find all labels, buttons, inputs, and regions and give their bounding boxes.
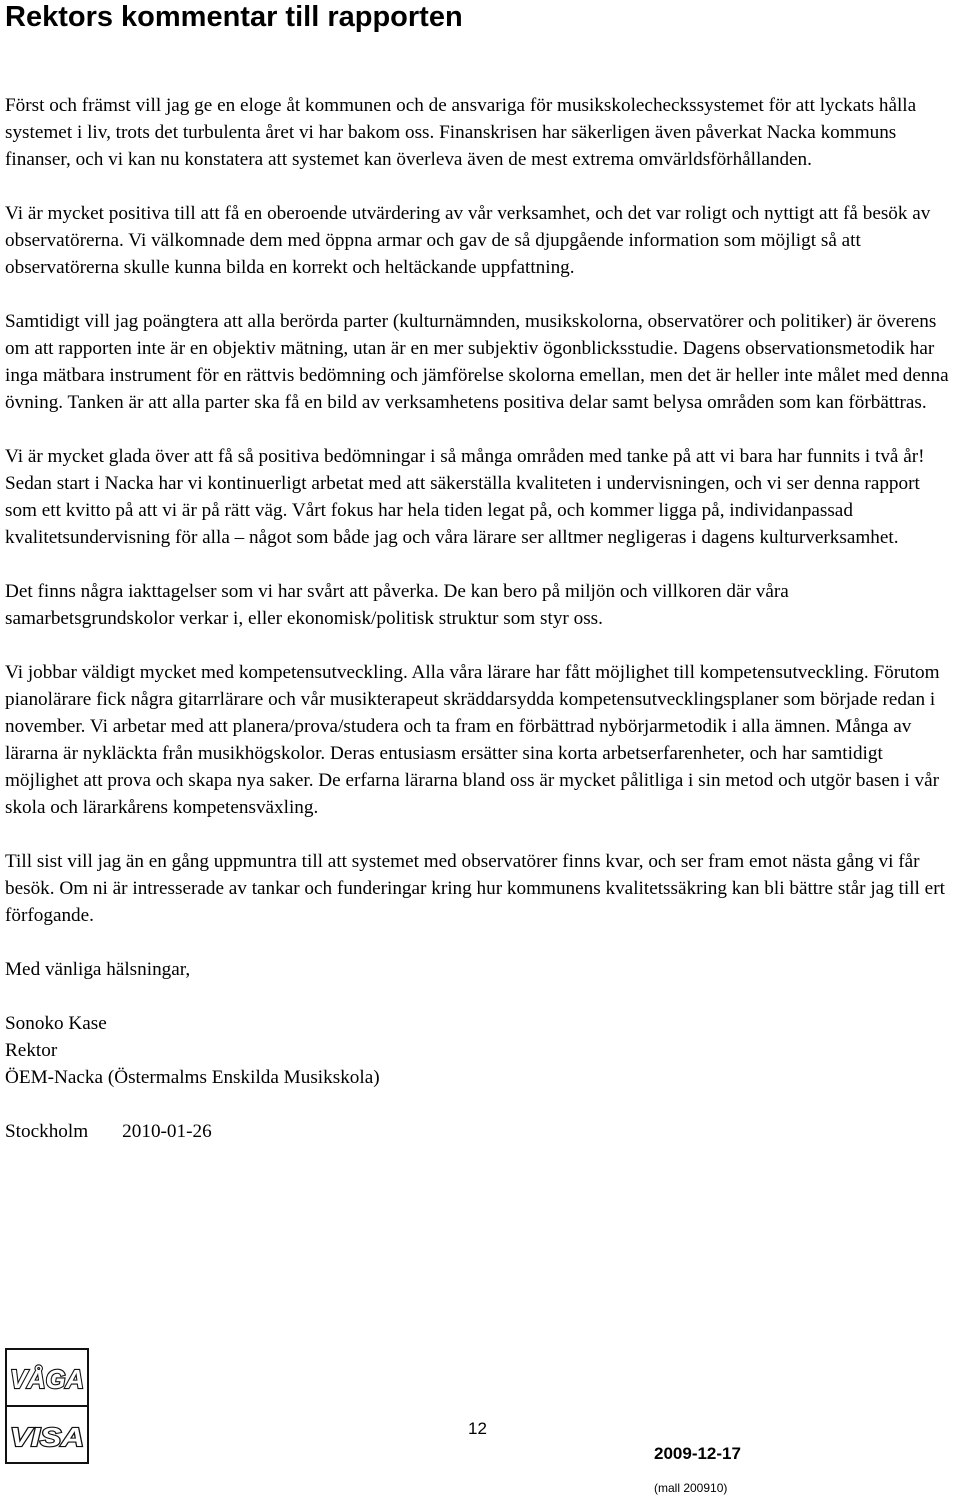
svg-text:VISA: VISA — [10, 1422, 84, 1452]
place-date — [5, 1118, 955, 1145]
paragraph-6: Vi jobbar väldigt mycket med kompetensutveckling. Alla våra lärare har fått möjlighet till kompetensutveckling. Förutom pianolärare fick några gitarrlärare och vår musikterapeut skräddarsydda kompetensutvecklingsplaner som började redan i november. Vi arbetar med att planera/prova/studera och ta fram en förbättrad nybörjarmetodik i alla ämnen. Många av lärarna är nykläckta från musikhögskolor. Deras entusiasm ersätter sina korta arbetserfarenheter, och har samtidigt möjlighet att prova och skapa nya saker. De erfarna lärarna bland oss är mycket pålitliga i sin metod och utgör basen i vår skola och lärarkårens kompetensväxling. — [5, 662, 940, 818]
letter-date: 2010-01-26 — [122, 1121, 212, 1142]
paragraph-2: Vi är mycket positiva till att få en oberoende utvärdering av vår verksamhet, och det var roligt och nyttigt att få besök av observatörerna. Vi välkomnade dem med öppna armar och gav de så djupgående information som möjligt så att observatörerna skulle kunna bilda en korrekt och heltäckande uppfattning. — [5, 203, 931, 278]
footer-date: 2009-12-17 — [654, 1444, 741, 1463]
vaga-visa-logo — [5, 1348, 89, 1464]
closing-greeting: Med vänliga hälsningar, — [5, 959, 191, 980]
page-title: Rektors kommentar till rapporten — [5, 1, 463, 33]
place: Stockholm — [5, 1121, 89, 1142]
signature-block — [5, 1010, 955, 1091]
svg-text:VÅGA: VÅGA — [10, 1364, 84, 1394]
paragraph-7: Till sist vill jag än en gång uppmuntra till att systemet med observatörer finns kvar, och ser fram emot nästa gång vi får besök. Om ni är intresserade av tankar och funderingar kring hur kommunens kvalitetssäkring kan bli bättre står jag till ert förfogande. — [5, 851, 945, 926]
footer-template-version: (mall 200910) — [654, 1481, 728, 1495]
paragraph-3: Samtidigt vill jag poängtera att alla berörda parter (kulturnämnden, musikskolorna, observatörer och politiker) är överens om att rapporten inte är en objektiv mätning, utan är en mer subjektiv ögonblicksstudie. Dagens observationsmetodik har inga mätbara instrument för en rättvis bedömning och jämförelse skolorna emellan, men det är heller inte målet med denna övning. Tanken är att alla parter ska få en bild av verksamhetens positiva delar samt belysa områden som kan förbättras. — [5, 311, 949, 413]
paragraph-5: Det finns några iakttagelser som vi har svårt att påverka. De kan bero på miljön och villkoren där våra samarbetsgrundskolor verkar i, eller ekonomisk/politisk struktur som styr oss. — [5, 581, 789, 629]
signature-organization: ÖEM-Nacka (Östermalms Enskilda Musikskola) — [5, 1067, 380, 1088]
signature-name: Sonoko Kase — [5, 1013, 107, 1034]
signature-role: Rektor — [5, 1040, 58, 1061]
paragraph-4: Vi är mycket glada över att få så positiva bedömningar i så många områden med tanke på att vi bara har funnits i två år! Sedan start i Nacka har vi kontinuerligt arbetat med att säkerställa kvaliteten i undervisningen, och vi ser denna rapport som ett kvitto på att vi är på rätt väg. Vårt fokus har hela tiden legat på, och kommer ligga på, individanpassad kvalitetsundervisning för alla – något som både jag och våra lärare ser alltmer negligeras i dagens kulturverksamhet. — [5, 446, 925, 548]
letter-body — [5, 92, 955, 1172]
page-number: 12 — [468, 1419, 487, 1438]
paragraph-1: Först och främst vill jag ge en eloge åt kommunen och de ansvariga för musikskolecheckssystemet för att lyckats hålla systemet i liv, trots det turbulenta året vi har bakom oss. Finanskrisen har säkerligen även påverkat Nacka kommuns finanser, och vi kan nu konstatera att systemet kan överleva även de mest extrema omvärldsförhållanden. — [5, 95, 917, 170]
